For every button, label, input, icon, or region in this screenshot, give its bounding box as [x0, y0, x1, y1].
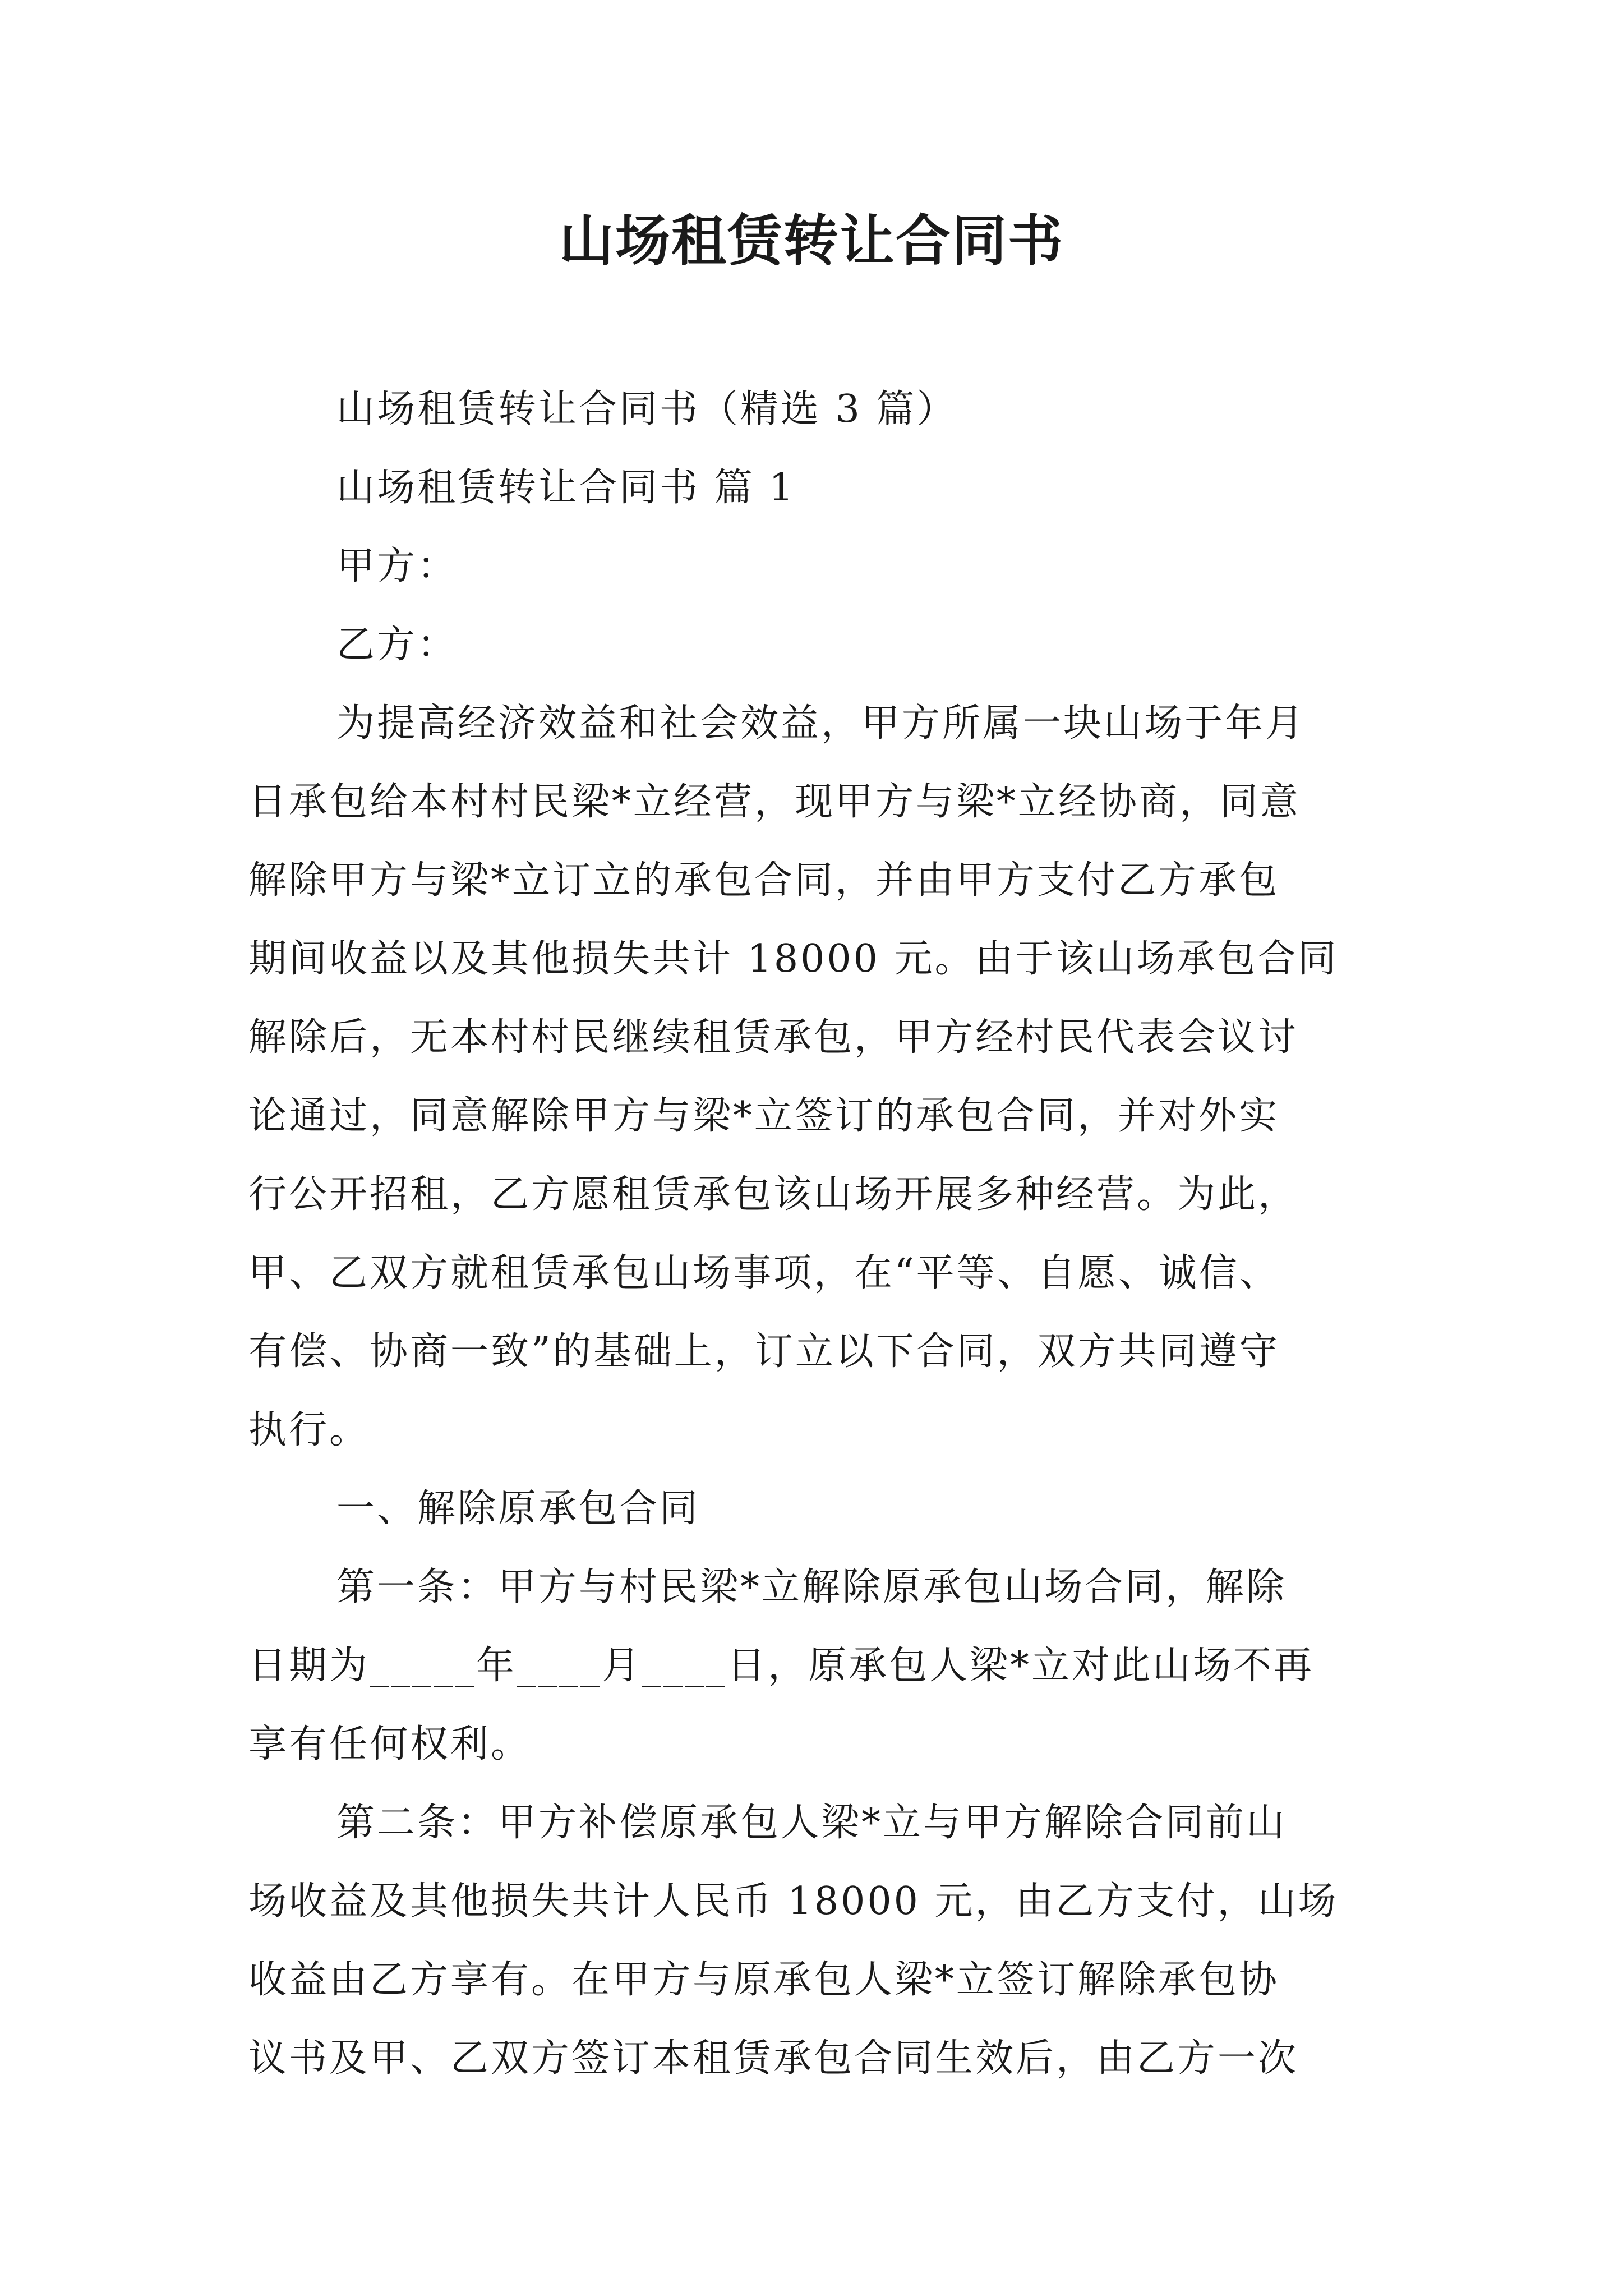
paragraph-line: 为提高经济效益和社会效益，甲方所属一块山场于年月 [336, 701, 1306, 746]
document-subtitle: 山场租赁转让合同书（精选 3 篇） [336, 387, 957, 431]
paragraph-line: 第二条：甲方补偿原承包人梁*立与甲方解除合同前山 [336, 1801, 1287, 1845]
paragraph-line: 执行。 [248, 1408, 370, 1452]
paragraph-line: 享有任何权利。 [248, 1722, 532, 1766]
party-a-label: 甲方： [336, 544, 458, 588]
paragraph-line: 有偿、协商一致”的基础上，订立以下合同，双方共同遵守 [248, 1329, 1280, 1374]
paragraph-line: 第一条：甲方与村民梁*立解除原承包山场合同，解除 [336, 1565, 1287, 1609]
paragraph-line: 期间收益以及其他损失共计 18000 元。由于该山场承包合同 [248, 937, 1339, 981]
paragraph-line: 议书及甲、乙双方签订本租赁承包合同生效后，由乙方一次 [248, 2036, 1299, 2081]
party-b-label: 乙方： [336, 623, 458, 667]
paragraph-line: 甲、乙双方就租赁承包山场事项，在“平等、自愿、诚信、 [248, 1251, 1280, 1295]
page-title: 山场租赁转让合同书 [559, 209, 1064, 273]
paragraph-line: 日期为_____年____月____日，原承包人梁*立对此山场不再 [248, 1644, 1315, 1688]
paragraph-line: 收益由乙方享有。在甲方与原承包人梁*立签订解除承包协 [248, 1958, 1280, 2002]
paragraph-line: 解除后，无本村村民继续租赁承包，甲方经村民代表会议讨 [248, 1015, 1299, 1060]
section-heading: 山场租赁转让合同书 篇 1 [336, 466, 796, 510]
paragraph-line: 日承包给本村村民梁*立经营，现甲方与梁*立经协商，同意 [248, 780, 1301, 824]
paragraph-line: 场收益及其他损失共计人民币 18000 元，由乙方支付，山场 [248, 1879, 1339, 1924]
paragraph-line: 解除甲方与梁*立订立的承包合同，并由甲方支付乙方承包 [248, 858, 1280, 903]
section-heading-1: 一、解除原承包合同 [336, 1487, 700, 1531]
paragraph-line: 行公开招租，乙方愿租赁承包该山场开展多种经营。为此， [248, 1172, 1299, 1217]
paragraph-line: 论通过，同意解除甲方与梁*立签订的承包合同，并对外实 [248, 1094, 1280, 1138]
